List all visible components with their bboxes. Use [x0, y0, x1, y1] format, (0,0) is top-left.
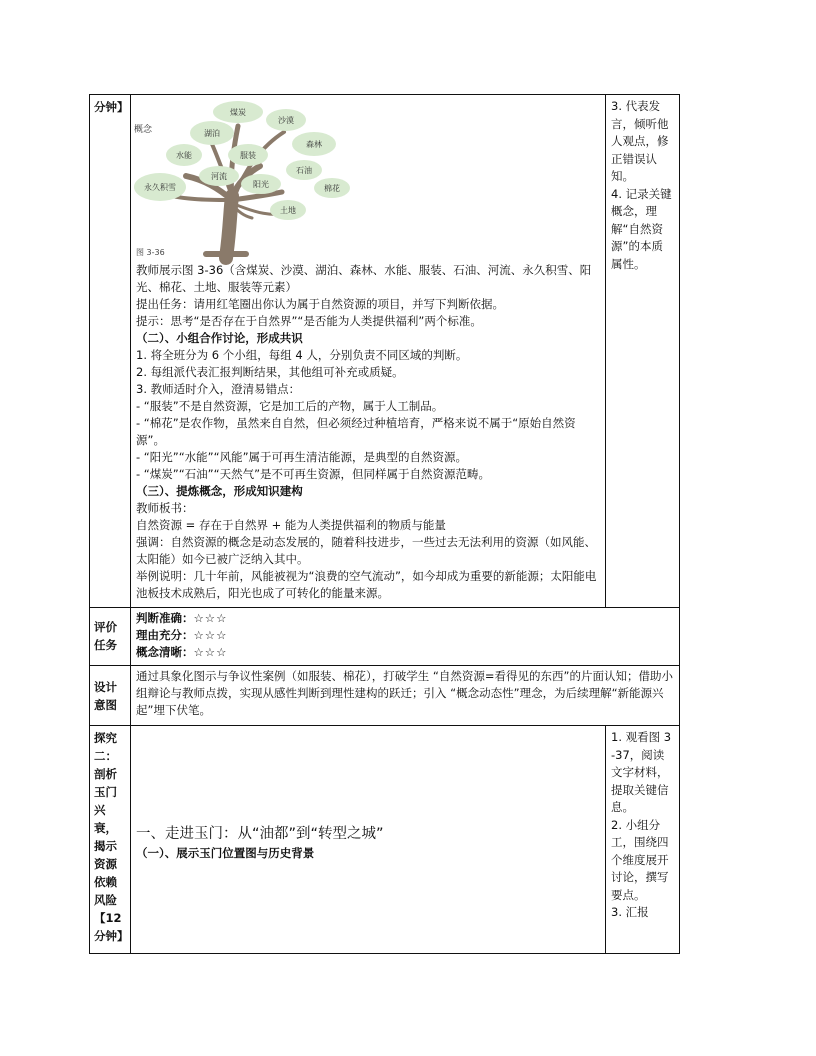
tree-figure — [134, 100, 340, 260]
text-line: - “服装”不是自然资源，它是加工后的产物，属于人工制品。 — [136, 399, 444, 413]
text-line: - “煤炭”“石油”“天然气”是不可再生资源，但同样属于自然资源范畴。 — [136, 467, 491, 481]
text-line: 3. 教师适时介入，澄清易错点： — [136, 382, 301, 396]
leaf-label-cotton: 棉花 — [324, 184, 340, 193]
tree-side-label: 概念 — [134, 125, 153, 135]
text-line: 提示：思考“是否存在于自然界”“是否能为人类提供福利”两个标准。 — [136, 314, 482, 328]
row-divider-3 — [89, 725, 680, 726]
eval-label-text: 评价任务 — [94, 620, 117, 652]
eval-item — [136, 644, 671, 661]
text-line: 2. 每组派代表汇报判断结果，其他组可补充或质疑。 — [136, 365, 404, 379]
row-top-main — [136, 262, 601, 606]
col-divider-left — [130, 94, 131, 954]
leaf-cotton — [314, 178, 350, 198]
leaf-coal — [213, 101, 263, 123]
col-divider-right-bottom — [605, 725, 606, 954]
duration-label: 分钟】 — [94, 100, 129, 114]
leaf-label-coal: 煤炭 — [230, 108, 246, 117]
row-top-right — [611, 98, 673, 603]
explore-heading: 一、走进玉门：从“油都”到“转型之城” — [136, 826, 384, 842]
section-title: （三）、提炼概念，形成知识建构 — [136, 484, 303, 498]
leaf-label-desert: 沙漠 — [278, 116, 294, 125]
student-activity: 3. 汇报 — [611, 905, 649, 919]
eval-items — [136, 610, 671, 664]
student-activity: 2. 小组分工，围绕四个维度展开讨论，撰写要点。 — [611, 817, 669, 902]
explore-subheading: （一）、展示玉门位置图与历史背景 — [136, 846, 315, 860]
text-line: - “阳光”“水能”“风能”属于可再生清洁能源，是典型的自然资源。 — [136, 450, 468, 464]
leaf-hydro — [166, 144, 202, 166]
eval-item — [136, 610, 671, 627]
star-rating: ☆☆☆ — [193, 611, 228, 625]
design-text: 通过具象化图示与争议性案例（如服装、棉花），打破学生 “自然资源=看得见的东西”的片面认知；借助小组辩论与教师点拨，实现从感性判断到理性建构的跃迁；引入 “概念动态性”理念，为后续理解“新能源兴起”埋下伏笔。 — [136, 669, 673, 717]
text-line: 提出任务：请用红笔圈出你认为属于自然资源的项目，并写下判断依据。 — [136, 297, 504, 311]
eval-item-label: 判断准确： — [136, 611, 194, 625]
leaf-oil — [286, 160, 322, 180]
leaf-river — [199, 166, 239, 186]
leaf-label-forest: 森林 — [306, 140, 322, 149]
leaf-sun — [241, 174, 281, 194]
leaf-snow — [134, 173, 186, 201]
leaf-label-lake: 湖泊 — [204, 129, 220, 138]
design-label-text: 设计意图 — [94, 680, 117, 712]
leaf-clothing — [228, 144, 268, 166]
text-line: 自然资源 = 存在于自然界 + 能为人类提供福利的物质与能量 — [136, 518, 446, 532]
student-activity: 3. 代表发言，倾听他人观点，修正错误认知。 — [611, 99, 669, 183]
explore-main — [136, 826, 601, 886]
text-line: 举例说明：几十年前，风能被视为“浪费的空气流动”，如今却成为重要的新能源；太阳能电池板技术成熟后，阳光也成了可转化的能量来源。 — [136, 569, 597, 600]
student-activity: 1. 观看图 3-37，阅读文字材料，提取关键信息。 — [611, 730, 672, 814]
leaf-label-hydro: 水能 — [176, 151, 192, 160]
section-title: （二）、小组合作讨论，形成共识 — [136, 331, 303, 345]
leaf-desert — [266, 109, 306, 131]
border-bottom — [89, 953, 680, 954]
border-top — [89, 94, 680, 95]
row-divider-1 — [89, 607, 680, 608]
leaf-lake — [190, 121, 234, 145]
eval-item-label: 理由充分： — [136, 628, 194, 642]
row-divider-2 — [89, 665, 680, 666]
explore-label — [94, 729, 129, 951]
tree-leaves — [134, 101, 350, 220]
leaf-label-snow: 永久积雪 — [144, 183, 176, 192]
design-label — [94, 678, 126, 722]
leaf-label-land: 土地 — [280, 206, 296, 215]
text-line: 1. 将全班分为 6 个小组，每组 4 人，分别负责不同区域的判断。 — [136, 348, 468, 362]
row-top-left-label — [94, 98, 129, 138]
design-text-cell — [136, 668, 673, 724]
explore-right — [611, 729, 673, 951]
col-divider-right-top — [605, 94, 606, 607]
border-left — [89, 94, 90, 954]
leaf-land — [270, 200, 306, 220]
explore-label-text: 探究二：剖析玉门兴衰，揭示资源依赖风险【12分钟】 — [94, 731, 129, 943]
leaf-label-sun: 阳光 — [253, 180, 269, 189]
leaf-label-oil: 石油 — [296, 166, 312, 175]
eval-item-label: 概念清晰： — [136, 645, 194, 659]
text-line: 教师展示图 3-36（含煤炭、沙漠、湖泊、森林、水能、服装、石油、河流、永久积雪、阳光、棉花、土地、服装等元素） — [136, 263, 592, 294]
border-right — [679, 94, 680, 954]
eval-label — [94, 618, 126, 662]
tree-svg — [134, 100, 340, 260]
star-rating: ☆☆☆ — [193, 645, 228, 659]
text-line: - “棉花”是农作物，虽然来自自然，但必须经过种植培育，严格来说不属于“原始自然资源”。 — [136, 416, 576, 447]
leaf-label-clothing: 服装 — [240, 151, 256, 160]
figure-caption: 图 3-36 — [136, 248, 165, 257]
star-rating: ☆☆☆ — [193, 628, 228, 642]
text-line: 教师板书： — [136, 501, 194, 515]
leaf-label-river: 河流 — [211, 172, 227, 181]
text-line: 强调：自然资源的概念是动态发展的，随着科技进步，一些过去无法利用的资源（如风能、太阳能）如今已被广泛纳入其中。 — [136, 535, 596, 566]
eval-item — [136, 627, 671, 644]
student-activity: 4. 记录关键概念，理解“自然资源”的本质属性。 — [611, 186, 672, 271]
leaf-forest — [292, 132, 336, 156]
